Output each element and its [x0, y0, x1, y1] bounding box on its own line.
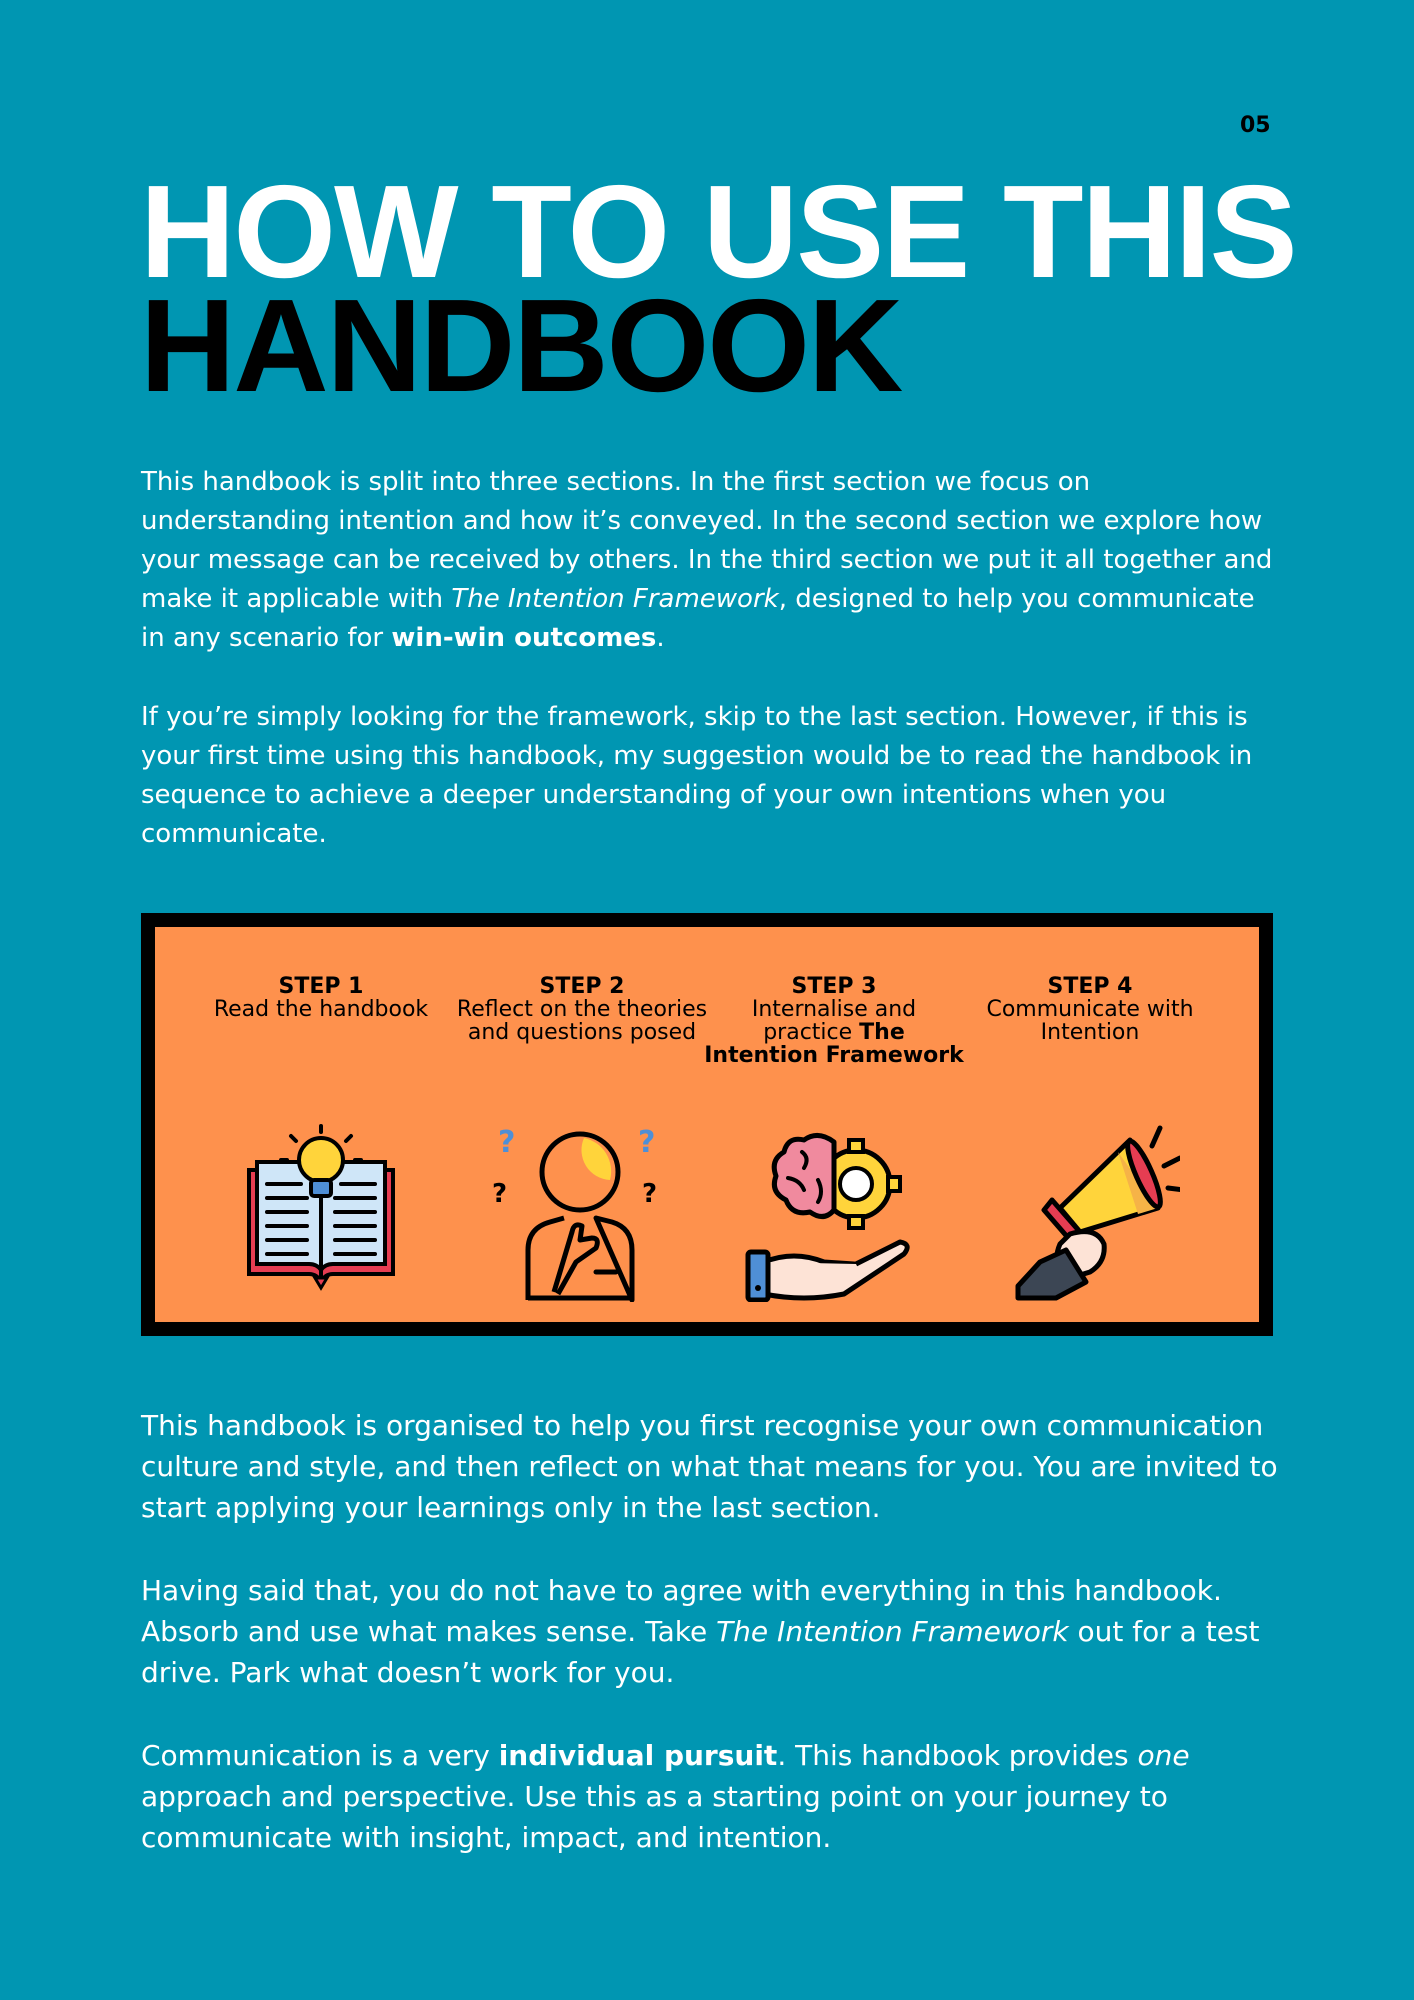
step-3-text-bold: The Intention Framework: [704, 1020, 964, 1068]
step-1-text: Read the handbook: [213, 997, 429, 1022]
body-p2-italic: The Intention Framework: [716, 1615, 1069, 1648]
step-4: [960, 975, 1220, 1044]
body-text: [141, 1405, 1281, 1900]
thinking-person-icon: [492, 1122, 672, 1302]
megaphone-icon: [1000, 1122, 1180, 1302]
brain-gear-hand-icon: [744, 1122, 924, 1302]
page-number: 05: [1240, 113, 1271, 138]
body-paragraph-1: This handbook is organised to help you first recognise your own communication culture and style, and then reflect on what that means for you. You are invited to start applying your learnings only in the last section.: [141, 1409, 1278, 1524]
svg-text:?: ?: [642, 1179, 658, 1209]
steps-panel: [141, 913, 1273, 1336]
step-1-label: STEP 1: [278, 974, 364, 999]
svg-text:?: ?: [492, 1179, 508, 1209]
body-p3-bold: individual pursuit: [498, 1739, 778, 1772]
title-line-2: HANDBOOK: [140, 272, 902, 419]
body-p2-text-b: out for a test drive. Park what doesn’t work for you.: [141, 1615, 1260, 1689]
step-2-label: STEP 2: [539, 974, 625, 999]
step-1: [191, 975, 451, 1021]
title-line-1: HOW TO USE THIS: [140, 158, 1296, 305]
step-2-text: Reflect on the theories and questions posed: [456, 997, 708, 1045]
page-title: [140, 158, 1296, 419]
intro-text: [141, 463, 1281, 894]
intro-p1-italic: The Intention Framework: [451, 584, 779, 614]
step-4-label: STEP 4: [1047, 974, 1133, 999]
intro-paragraph-1: [141, 463, 1281, 658]
svg-text:?: ?: [638, 1125, 656, 1160]
step-3-label: STEP 3: [791, 974, 877, 999]
step-3: [704, 975, 964, 1067]
intro-paragraph-2: If you’re simply looking for the framework, skip to the last section. However, if this is your first time using this handbook, my suggestion would be to read the handbook in sequence to achieve a deeper understanding of your own intentions when you communicate.: [141, 702, 1253, 849]
svg-text:?: ?: [498, 1125, 516, 1160]
step-2: [452, 974, 712, 1209]
body-p3-italic: one: [1137, 1739, 1190, 1772]
body-p3-text-a: Communication is a very: [141, 1739, 499, 1772]
intro-p1-text-c: .: [656, 623, 665, 653]
body-p3-text-b: . This handbook provides: [777, 1739, 1138, 1772]
body-p3-text-c: approach and perspective. Use this as a starting point on your journey to communicate with insight, impact, and intention.: [141, 1780, 1168, 1854]
intro-p1-text-a: This handbook is split into three sections. In the first section we focus on understanding intention and how it’s conveyed. In the second section we explore how your message can be received by others. In the third section we put it all together and make it applicable with: [141, 467, 1273, 614]
body-p2-text-a: Having said that, you do not have to agree with everything in this handbook. Absorb and use what makes sense. Take: [141, 1574, 1222, 1648]
body-paragraph-2: [141, 1570, 1281, 1693]
step-3-text-a: Internalise and practice: [751, 997, 917, 1045]
open-book-lightbulb-icon: [231, 1122, 411, 1302]
intro-p1-text-b: , designed to help you communicate in any scenario for: [141, 584, 1255, 653]
intro-p1-bold: win-win outcomes: [391, 623, 657, 653]
body-paragraph-3: [141, 1735, 1281, 1858]
step-4-text: Communicate with Intention: [986, 997, 1194, 1045]
